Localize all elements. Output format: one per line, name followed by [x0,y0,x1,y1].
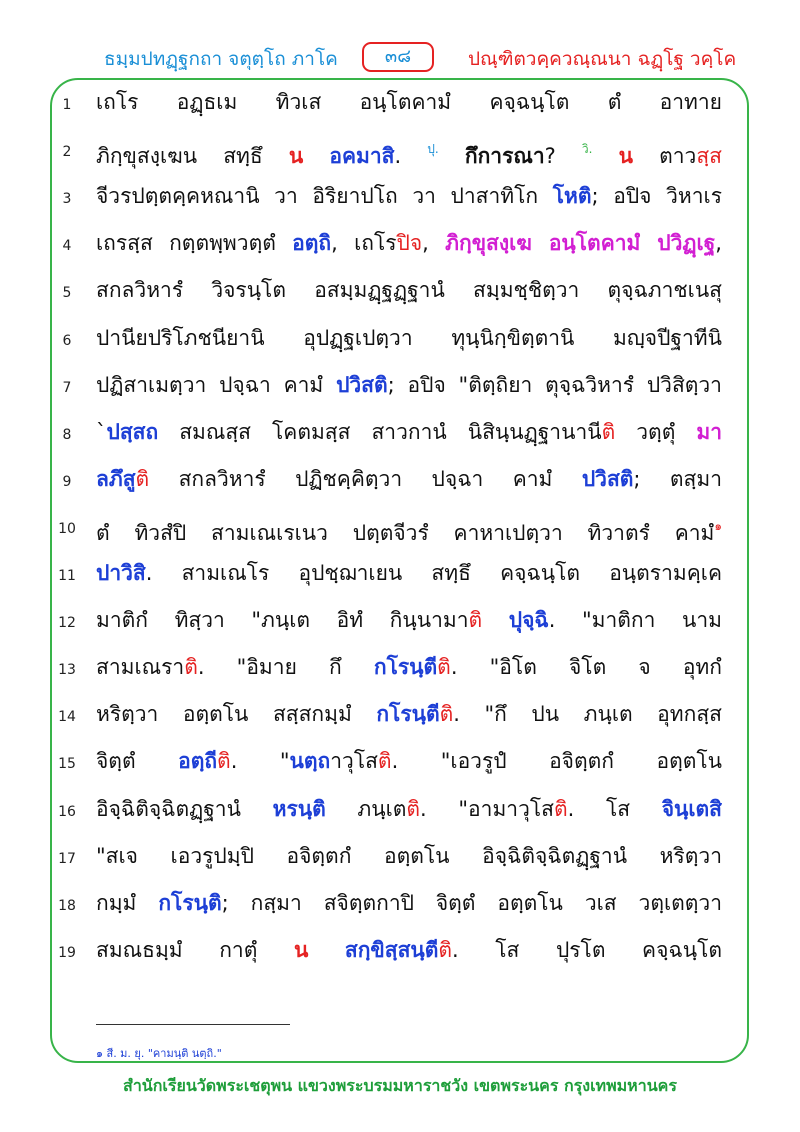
line-text: สามเณราติ. "อิมาย กึ กโรนฺตีติ. "อิโต จิโต จ อุทกํ [96,655,722,680]
page-number: ๓๘ [362,42,434,72]
text-segment-m: มา [696,419,722,444]
text-segment-r: ติ [553,796,568,821]
text-segment-k: กึการณา [464,144,545,169]
footer-institution: สำนักเรียนวัดพระเชตุพน แขวงพระบรมมหาราชวัง เขตพระนคร กรุงเทพมหานคร [123,1076,677,1095]
text-line [0,365,800,411]
line-text: กมฺมํ กโรนฺติ; กสฺมา สจิตฺตกาปิ จิตฺตํ อตฺตโน วเส วตฺเตตฺวา [96,890,722,915]
text-line [0,459,800,505]
line-text: `ปสฺสถ สมณสฺส โคตมสฺส สาวกานํ นิสินฺนฏฺฐานานีติ วตฺตุํ มา [96,419,722,444]
text-segment-b: ปวิสติ [336,372,388,397]
line-number: 19 [58,944,76,961]
line-number: 14 [58,709,76,726]
footnote: ๑ สี. ม. ยุ. "คามนฺติ นตฺถิ." [96,1047,222,1060]
line-text: หริตฺวา อตฺตโน สสฺสกมฺมํ กโรนฺตีติ. "กึ ปน ภนฺเต อุทกสฺส [96,702,722,727]
text-segment-r: ติ [468,608,483,633]
line-text: มาติกํ ทิสฺวา "ภนฺเต อิทํ กินฺนามาติ ปุจฺฉิ. "มาติกา นาม [96,608,722,633]
footnote-divider [96,1024,290,1025]
text-line [0,506,800,552]
line-number: 15 [58,756,76,773]
line-text: ภิกฺขุสงฺเฆน สทฺธึ น อคมาสิ. $^{ปุ.}$ กึการณา? $^{วิ.}$ น ตาวสฺส [96,142,722,169]
text-segment-sb: ปุ. [427,142,439,157]
line-text: ปานียปริโภชนียานิ อุปฏฺฐเปตฺวา ทุนฺนิกฺขิตฺตานิ มญฺจปีฐาทีนิ [96,325,722,350]
text-segment-b: ลภึสู [96,466,136,491]
text-segment-r: ติ [184,655,198,680]
header-left-title: ธมฺมปทฏฺฐกถา จตุตฺโถ ภาโค [104,48,338,70]
line-number: 4 [62,238,72,255]
text-segment-b: โหติ [552,184,592,209]
text-segment-b: หรนฺติ [272,796,326,821]
text-segment-b: ปสฺสถ [106,419,159,444]
text-line [0,789,800,835]
line-text: อิจฺฉิติจฺฉิตฏฺฐานํ หรนฺติ ภนฺเตติ. "อามาวุโสติ. โส จินฺเตสิ [96,796,722,821]
line-number: 9 [62,473,72,490]
text-segment-r: ติ [217,749,231,774]
text-segment-r: ติ [135,466,150,491]
line-number: 1 [62,97,72,113]
text-segment-b: ปวิสติ [581,466,634,491]
line-number: 6 [62,332,72,349]
text-segment-r: ติ [601,419,616,444]
line-number: 16 [58,803,76,820]
line-text: สกลวิหารํ วิจรนฺโต อสมฺมฏฺฐฏฺฐานํ สมฺมชฺชิตฺวา ตุจฺฉภาชเนสุ [96,278,722,303]
text-segment-b: นตฺถ [289,749,331,774]
text-line [0,553,800,599]
text-line [0,176,800,222]
line-number: 12 [58,615,76,632]
text-segment-rb: น [288,144,304,169]
line-text: ปฏิสาเมตฺวา ปจฺฉา คามํ ปวิสติ; อปิจ "ติตฺถิยา ตุจฺฉวิหารํ ปวิสิตฺวา [96,372,722,397]
text-segment-r: ติ [406,796,421,821]
line-number: 7 [62,379,72,396]
text-segment-b: กโรนฺตี [376,702,440,727]
text-segment-b: กโรนฺตี [373,655,438,680]
text-segment-r: ติ [437,655,451,680]
text-segment-b: อตฺถิ [292,231,332,256]
text-segment-b: อตฺถี [178,749,218,774]
text-line [0,600,800,646]
text-segment-b: ปุจฺฉิ [508,608,549,633]
text-line [0,694,800,740]
text-line [0,741,800,787]
line-text: จิตฺตํ อตฺถีติ. "นตฺถาวุโสติ. "เอวรูปํ อจิตฺตกํ อตฺตโน [96,749,722,774]
text-segment-r: ติ [377,749,392,774]
text-segment-b: ปาวิสิ [96,561,146,585]
text-line [0,223,800,269]
line-text: ลภึสูติ สกลวิหารํ ปฏิชคฺคิตฺวา ปจฺฉา คามํ ปวิสติ; ตสฺมา [96,466,722,491]
line-text: ตํ ทิวสํปิ สามเณเรเนว ปตฺตจีวรํ คาหาเปตฺวา ทิวาตรํ คามํ$^๑$ [96,518,722,545]
line-number: 10 [58,520,76,537]
text-segment-m: ภิกฺขุสงฺเฆ อนฺโตคามํ ปวิฏฺเฐ [445,231,716,256]
text-segment-r: สฺส [696,144,722,169]
line-text: "สเจ เอวรูปมฺปิ อจิตฺตกํ อตฺตโน อิจฺฉิติจฺฉิตฏฺฐานํ หริตฺวา [96,843,722,868]
header-right-title: ปณฺฑิตวคฺควณฺณนา ฉฏฺโฐ วคฺโค [468,48,737,70]
text-line [0,129,800,175]
line-number: 13 [58,662,76,679]
text-segment-r: ปิจ [396,231,423,256]
text-line [0,647,800,693]
text-line [0,270,800,316]
line-number: 11 [58,568,76,584]
text-line [0,318,800,364]
line-text: เถรสฺส กตฺตพฺพวตฺตํ อตฺถิ, เถโรปิจ, ภิกฺขุสงฺเฆ อนฺโตคามํ ปวิฏฺเฐ, [96,231,722,256]
text-segment-r: ติ [438,937,453,962]
line-text: จีวรปตฺตคฺคหณานิ วา อิริยาปโถ วา ปาสาทิโก โหติ; อปิจ วิหาเร [96,184,722,209]
text-line [0,883,800,929]
line-text: ปาวิสิ. สามเณโร อุปชฺฌาเยน สทฺธึ คจฺฉนฺโต อนฺตรามคฺเค [96,561,722,585]
text-segment-fn: ๑ [714,518,722,533]
text-line [0,412,800,458]
line-number: 3 [62,191,72,208]
line-number: 5 [62,285,72,302]
text-segment-rb: น [618,144,633,169]
line-number: 8 [62,426,72,443]
line-text: สมณธมฺมํ กาตุํ น สกฺขิสฺสนฺตีติ. โส ปุรโต คจฺฉนฺโต [96,937,722,962]
text-line [0,836,800,882]
text-line [0,930,800,976]
line-number: 2 [62,144,72,161]
text-segment-b: จินฺเตสิ [661,796,722,821]
text-segment-rb: น [293,937,309,962]
line-number: 17 [58,850,76,867]
line-text: เถโร อฏฺธเม ทิวเส อนฺโตคามํ คจฺฉนฺโต ตํ อาทาย [96,90,722,114]
text-line [0,82,800,128]
text-segment-b: สกฺขิสฺสนฺตี [344,937,439,962]
text-segment-r: ติ [439,702,454,727]
text-segment-sg: วิ. [581,142,593,157]
text-segment-b: กโรนฺติ [158,890,222,915]
line-number: 18 [58,897,76,914]
text-segment-b: อคมาสิ [329,144,395,169]
